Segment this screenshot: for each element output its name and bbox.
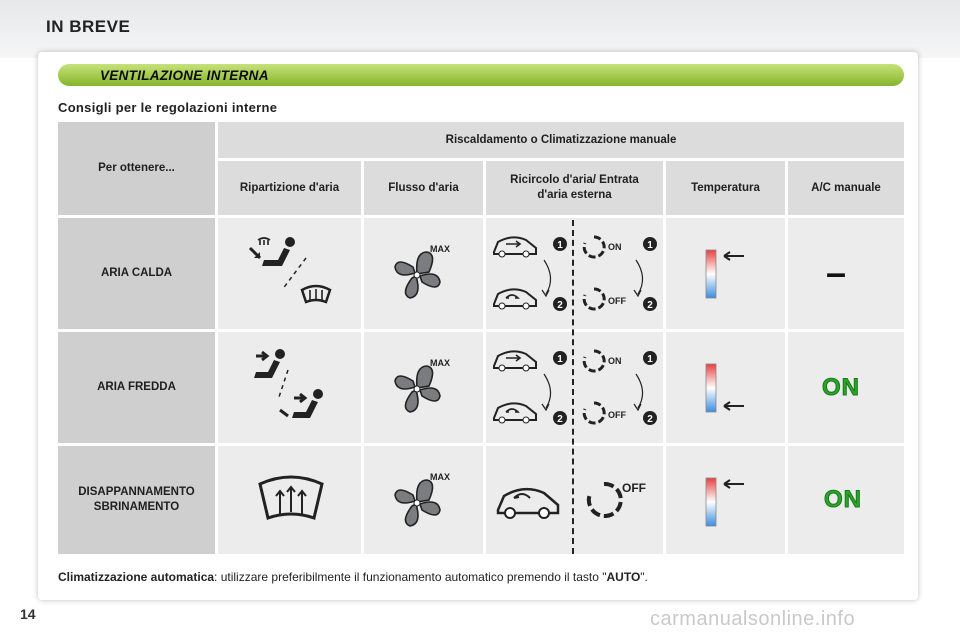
air-distribution-feet-windscreen-icon	[244, 232, 344, 316]
top-band	[0, 0, 960, 58]
recirc-off-icon	[580, 286, 634, 312]
corner-header: Per ottenere...	[58, 122, 215, 215]
table-subtitle: Consigli per le regolazioni interne	[58, 100, 278, 115]
footer-end: ".	[640, 570, 648, 584]
recirc-off-large-icon	[584, 478, 656, 528]
ac-on-label: ON	[824, 486, 862, 513]
recirc-off-icon	[580, 400, 634, 426]
fan-max-label: MAX	[430, 244, 450, 254]
col-header-ac: A/C manuale	[788, 161, 904, 215]
watermark: carmanualsonline.info	[650, 608, 856, 630]
recirc-off-label: OFF	[608, 296, 626, 306]
step-1-badge: 1	[557, 354, 563, 365]
temperature-hot-icon	[700, 248, 750, 300]
temperature-hot-icon	[700, 476, 750, 528]
recirc-on-label: ON	[608, 242, 622, 252]
recirc-divider	[572, 220, 574, 554]
ac-on-label: ON	[822, 374, 860, 401]
col-header-distribution: Ripartizione d'aria	[218, 161, 361, 215]
footer-key: AUTO	[606, 570, 641, 584]
fan-max-icon	[390, 468, 460, 536]
recirc-car-icon	[490, 284, 540, 310]
step-arrow-right-icon	[630, 350, 660, 426]
footer-bold: Climatizzazione automatica	[58, 570, 215, 584]
fan-max-label: MAX	[430, 472, 450, 482]
temperature-cold-icon	[700, 362, 750, 414]
recirc-off-label: OFF	[608, 410, 626, 420]
fan-max-label: MAX	[430, 358, 450, 368]
step-arrow-icon	[536, 350, 568, 426]
recirc-car-icon	[490, 398, 540, 424]
recirc-on-icon	[580, 234, 630, 260]
recirc-on-icon	[580, 348, 630, 374]
step-2-badge: 2	[557, 300, 563, 311]
recirc-on-label: ON	[608, 356, 622, 366]
row-label-cold: ARIA FREDDA	[58, 332, 215, 443]
step-arrow-icon	[536, 236, 568, 312]
step-2-badge: 2	[557, 414, 563, 425]
step-2-badge-b: 2	[647, 414, 653, 425]
recirc-off-large-label: OFF	[622, 481, 646, 495]
page-header-title: IN BREVE	[46, 17, 131, 36]
group-header: Riscaldamento o Climatizzazione manuale	[218, 122, 904, 158]
fan-max-icon	[390, 240, 460, 308]
row-label-demist: DISAPPANNAMENTO SBRINAMENTO	[58, 446, 215, 554]
windscreen-demist-icon	[256, 474, 326, 528]
step-2-badge-b: 2	[647, 300, 653, 311]
step-1-badge: 1	[557, 240, 563, 251]
outside-air-icon	[490, 232, 540, 258]
col-header-temperature: Temperatura	[666, 161, 785, 215]
row-label-warm: ARIA CALDA	[58, 218, 215, 329]
page-number: 14	[20, 606, 36, 622]
step-1-badge-b: 1	[647, 240, 653, 251]
air-distribution-face-feet-icon	[250, 346, 340, 430]
step-1-badge-b: 1	[647, 354, 653, 365]
footer-note	[58, 570, 648, 584]
col-header-flow: Flusso d'aria	[364, 161, 483, 215]
outside-air-icon	[490, 346, 540, 372]
fan-max-icon	[390, 354, 460, 422]
footer-text: : utilizzare preferibilmente il funzionamento automatico premendo il tasto "	[214, 570, 607, 584]
ac-off-dash: –	[826, 252, 847, 293]
outside-air-large-icon	[492, 480, 564, 520]
col-header-recirculation: Ricircolo d'aria/ Entrata d'aria esterna	[486, 161, 663, 215]
step-arrow-right-icon	[630, 236, 660, 312]
section-title: VENTILAZIONE INTERNA	[100, 68, 269, 83]
